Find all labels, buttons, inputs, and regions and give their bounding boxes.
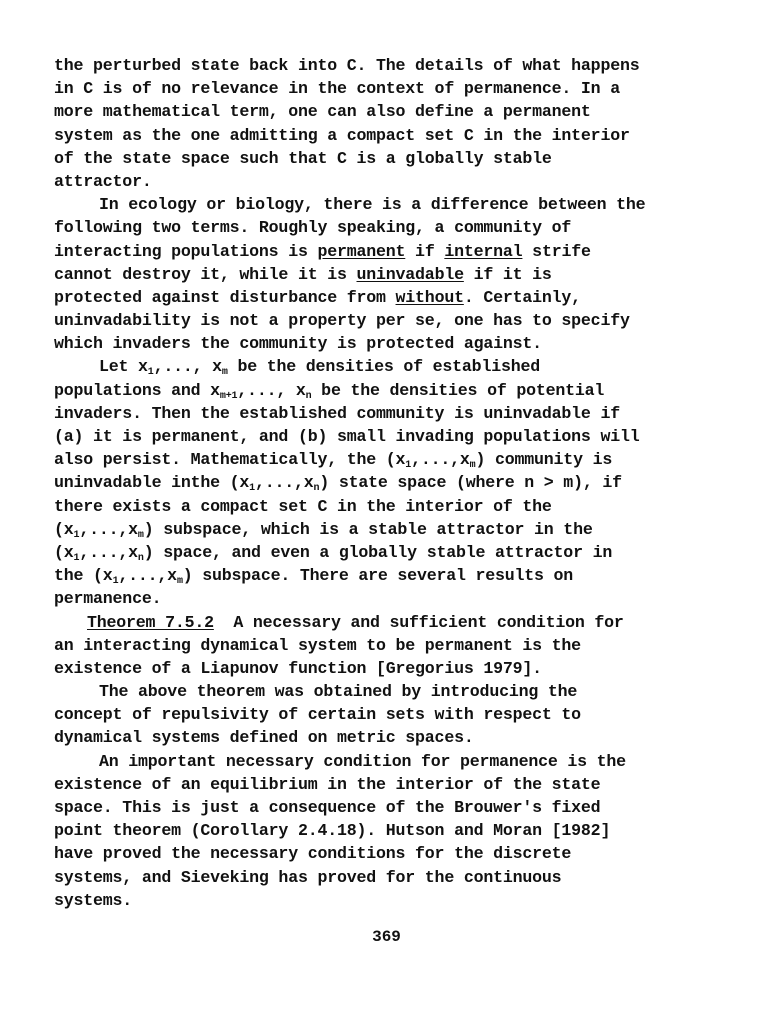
text-span: populations and x xyxy=(54,380,220,400)
text-span: ) subspace. There are several results on xyxy=(182,566,574,586)
text-span: be the densities of established xyxy=(227,357,540,377)
text-span: (x xyxy=(54,542,74,562)
term-without: without xyxy=(395,287,464,307)
text-line: of the state space such that C is a globally stable xyxy=(54,148,552,168)
theorem-line xyxy=(54,611,744,634)
text-line: (a) it is permanent, and (b) small invading populations will xyxy=(54,427,640,446)
subscript: n xyxy=(137,552,144,564)
text-span: protected against disturbance from xyxy=(54,287,396,307)
page-body xyxy=(54,54,744,912)
text-line: have proved the necessary conditions for the discrete xyxy=(54,844,572,864)
text-line xyxy=(54,286,744,309)
text-line xyxy=(54,355,744,378)
text-line: existence of a Liapunov function [Gregorius 1979]. xyxy=(54,658,542,678)
text-line: systems. xyxy=(54,890,133,910)
text-line: in C is of no relevance in the context of permanence. In a xyxy=(54,79,620,99)
text-line: the perturbed state back into C. The details of what happens xyxy=(54,56,640,75)
text-span: A necessary and sufficient condition for xyxy=(213,612,624,632)
text-span: if it is xyxy=(463,264,552,284)
subscript: m xyxy=(221,367,228,379)
text-span: the (x xyxy=(54,566,113,586)
text-line: following two terms. Roughly speaking, a community of xyxy=(54,218,572,238)
text-line: invaders. Then the established community is uninvadable if xyxy=(54,403,620,423)
text-line: systems, and Sieveking has proved for the continuous xyxy=(54,867,562,887)
subscript: 1 xyxy=(73,529,80,541)
text-span: interacting populations is xyxy=(54,241,318,261)
text-span: ,...,x xyxy=(79,542,138,562)
text-span: uninvadable inthe (x xyxy=(54,473,250,493)
text-line: which invaders the community is protected against. xyxy=(54,334,542,354)
term-uninvadable: uninvadable xyxy=(356,264,464,284)
text-span: also persist. Mathematically, the (x xyxy=(54,450,406,470)
text-line xyxy=(54,240,744,263)
page-number: 369 xyxy=(372,928,401,946)
text-span: ) subspace, which is a stable attractor in the xyxy=(143,519,593,539)
subscript: m+1 xyxy=(219,390,238,402)
text-span: ,...,x xyxy=(411,450,470,470)
text-span: cannot destroy it, while it is xyxy=(54,264,357,284)
text-line: permanence. xyxy=(54,589,162,609)
text-span: ) community is xyxy=(475,450,613,470)
text-span: ,..., x xyxy=(153,357,222,377)
text-line: existence of an equilibrium in the interior of the state xyxy=(54,774,601,794)
text-span: strife xyxy=(522,241,591,261)
text-line: system as the one admitting a compact set C in the interior xyxy=(54,125,630,145)
text-span: ) space, and even a globally stable attractor in xyxy=(143,542,613,562)
text-line: The above theorem was obtained by introducing the xyxy=(99,682,578,702)
text-span: . Certainly, xyxy=(463,287,581,307)
text-span: ) state space (where n > m), if xyxy=(319,473,622,493)
text-line: more mathematical term, one can also define a permanent xyxy=(54,102,591,122)
text-line: space. This is just a consequence of the Brouwer's fixed xyxy=(54,798,601,817)
theorem-label: Theorem 7.5.2 xyxy=(87,612,214,632)
subscript: 1 xyxy=(73,552,80,564)
subscript: m xyxy=(469,460,476,472)
text-line xyxy=(54,471,744,494)
text-line: attractor. xyxy=(54,171,152,191)
subscript: 1 xyxy=(405,460,412,472)
text-line: An important necessary condition for permanence is the xyxy=(99,751,626,771)
text-line xyxy=(54,518,744,541)
subscript: n xyxy=(313,483,320,495)
text-span: ,...,x xyxy=(118,566,177,586)
text-span: be the densities of potential xyxy=(311,380,605,400)
text-span: ,..., x xyxy=(237,380,306,400)
text-line: In ecology or biology, there is a difference between the xyxy=(99,195,646,215)
subscript: n xyxy=(305,390,312,402)
text-line xyxy=(54,448,744,471)
term-permanent: permanent xyxy=(317,241,406,261)
text-line: uninvadability is not a property per se, one has to specify xyxy=(54,311,630,331)
text-span: (x xyxy=(54,519,74,539)
text-line: dynamical systems defined on metric spaces. xyxy=(54,728,474,748)
text-span: Let x xyxy=(99,357,148,377)
text-line xyxy=(54,564,744,587)
subscript: m xyxy=(137,529,144,541)
subscript: 1 xyxy=(249,483,255,495)
text-line xyxy=(54,379,744,402)
subscript: 1 xyxy=(147,367,154,379)
term-internal: internal xyxy=(444,241,523,261)
text-line: an interacting dynamical system to be permanent is the xyxy=(54,635,581,655)
text-line: point theorem (Corollary 2.4.18). Hutson and Moran [1982] xyxy=(54,821,611,841)
text-line: there exists a compact set C in the interior of the xyxy=(54,496,552,516)
text-line xyxy=(54,263,744,286)
text-span: if xyxy=(405,241,445,261)
text-line: concept of repulsivity of certain sets with respect to xyxy=(54,705,581,725)
text-line xyxy=(54,541,744,564)
subscript: m xyxy=(176,576,183,588)
subscript: 1 xyxy=(112,576,119,588)
text-span: ,...,x xyxy=(254,473,314,493)
text-span: ,...,x xyxy=(79,519,138,539)
